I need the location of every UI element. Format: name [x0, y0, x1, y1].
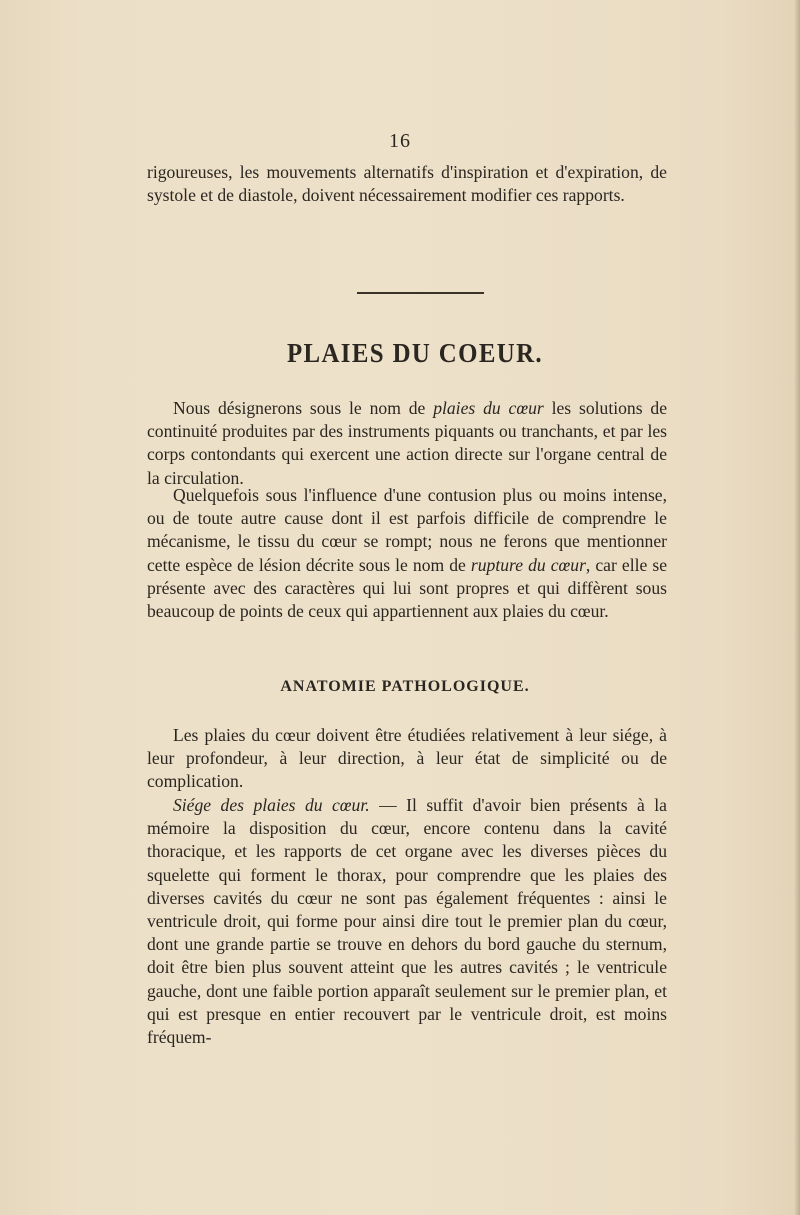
paragraph-intro: Les plaies du cœur doivent être étudiées relativement à leur siége, à leur profondeur, à leur direction, à leur état de simplicité ou de complication.: [147, 725, 667, 792]
italic-term: rupture du cœur: [470, 554, 586, 575]
page-edge: [794, 0, 800, 1215]
text-run: les solutions de continuité produites par des instruments piquants ou tranchants, et par les corps contondants qui exercent une action directe sur l'organe central de la circulation.: [147, 398, 668, 488]
italic-heading: Siége des plaies du cœur.: [173, 795, 370, 815]
paragraph-siege: [147, 794, 667, 1049]
section-title: PLAIES DU COEUR.: [286, 338, 544, 368]
paragraph-continuation: rigoureuses, les mouvements alternatifs d'inspiration et d'expiration, de systole et de diastole, doivent nécessairement modifier ces rapports.: [147, 162, 667, 206]
subsection-title: ANATOMIE PATHOLOGIQUE.: [280, 678, 530, 695]
page-number: 16: [389, 130, 411, 152]
text-run: Nous désignerons sous le nom de: [173, 398, 434, 418]
paragraph-rupture: [147, 484, 667, 623]
text-run: Quelquefois sous l'influence d'une contusion plus ou moins intense, ou de toute autre cause dont il est parfois difficile de comprendre le mécanisme, le tissu du cœur se rompt; nous ne ferons que mentionner cette espèce de lésion décrite sous le nom de: [147, 485, 667, 575]
text-run: , car elle se présente avec des caractères qui lui sont propres et qui diffèrent sous beaucoup de points de ceux qui appartiennent aux plaies du cœur.: [147, 554, 667, 622]
section-divider: [357, 292, 484, 294]
paragraph-definition: [147, 397, 667, 490]
italic-term: plaies du cœur: [433, 398, 544, 418]
text-run: — Il suffit d'avoir bien présents à la mémoire la disposition du cœur, encore contenu dans la cavité thoracique, et les rapports de cet organe avec les diverses pièces du squelette qui forment le thorax, pour comprendre que les plaies des diverses cavités du cœur ne sont pas également fréquentes : ainsi le ventricule droit, qui forme pour ainsi dire tout le premier plan du cœur, dont une grande partie se trouve en dehors du bord gauche du sternum, doit être bien plus souvent atteint que les autres cavités ; le ventricule gauche, dont une faible portion apparaît seulement sur le premier plan, et qui est presque en entier recouvert par le ventricule droit, est moins fréquem-: [147, 795, 667, 1048]
